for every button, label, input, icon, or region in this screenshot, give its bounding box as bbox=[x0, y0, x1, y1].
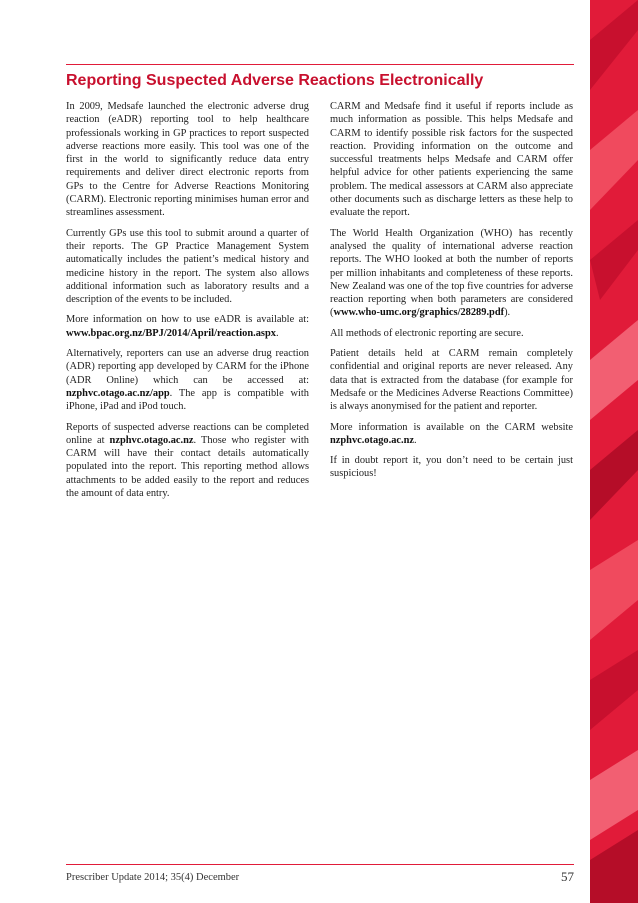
side-band-pattern bbox=[590, 0, 638, 903]
paragraph: Currently GPs use this tool to submit around a quarter of their reports. The GP Practice Management System automatically includes the patient’s medical history and medicine history in the report. The system also allows additional information such as laboratory results and a description of the events to be included. bbox=[66, 227, 309, 306]
paragraph: Patient details held at CARM remain completely confidential and original reports are never released. Any data that is extracted from the database (for example for Medsafe or the Medicines Adverse Reactions Committee) is always anonymised for the patient and reporter. bbox=[330, 348, 573, 413]
page-number: 57 bbox=[561, 869, 574, 884]
paragraph-text: ). bbox=[504, 307, 511, 319]
paragraph: If in doubt report it, you don’t need to be certain just suspicious! bbox=[330, 455, 573, 480]
paragraph-text: More information is available on the CARM website bbox=[330, 421, 573, 433]
paragraph: In 2009, Medsafe launched the electronic adverse drug reaction (eADR) reporting tool to help healthcare professionals working in GP practices to report suspected adverse reactions more easily. This tool was one of the first in the world to significantly reduce data entry requirements and deliver direct electronic reports from GPs to the Centre for Adverse Reactions Monitoring (CARM). Electronic reporting minimises human error and streamlines assessment. bbox=[66, 101, 309, 219]
eadr-link[interactable]: www.bpac.org.nz/BPJ/2014/April/reaction.aspx bbox=[66, 327, 276, 339]
paragraph-text: Reports of suspected adverse reactions can be completed online at bbox=[66, 421, 309, 446]
paragraph-text: . Those who register with CARM will have their contact details automatically populated into the report. This reporting method allows attachments to be added easily to the report and reduces the amount of data entry. bbox=[66, 434, 310, 500]
paragraph bbox=[330, 227, 573, 320]
carm-website-link[interactable]: nzphvc.otago.ac.nz bbox=[330, 434, 414, 446]
decorative-side-band bbox=[590, 0, 638, 903]
footer-publication: Prescriber Update 2014; 35(4) December bbox=[66, 872, 240, 883]
paragraph-text: . The app is compatible with iPhone, iPad and iPod touch. bbox=[66, 387, 309, 413]
paragraph-text: The World Health Organization (WHO) has recently analysed the quality of international adverse reaction reports. The WHO looked at both the number of reports per million inhabitants and completeness of these reports. New Zealand was one of the top five countries for adverse reaction reporting when both parameters are considered ( bbox=[330, 227, 573, 319]
paragraph bbox=[330, 421, 573, 448]
paragraph: All methods of electronic reporting are secure. bbox=[330, 327, 524, 339]
paragraph-text: More information on how to use eADR is available at: bbox=[66, 314, 309, 326]
paragraph-text: Alternatively, reporters can use an adverse drug reaction (ADR) reporting app developed by CARM for the iPhone (ADR Online) which can be accessed at: bbox=[66, 348, 309, 386]
paragraph-text: . bbox=[414, 434, 417, 446]
paragraph-text: . bbox=[275, 327, 279, 339]
left-column bbox=[66, 100, 309, 507]
paragraph bbox=[66, 347, 309, 413]
app-link[interactable]: nzphvc.otago.ac.nz/app bbox=[66, 387, 170, 399]
right-column bbox=[330, 100, 573, 488]
bottom-rule bbox=[66, 864, 574, 865]
paragraph bbox=[66, 421, 309, 501]
carm-online-link[interactable]: nzphvc.otago.ac.nz bbox=[109, 434, 194, 446]
paragraph: CARM and Medsafe find it useful if reports include as much information as possible. This helps Medsafe and CARM to identify possible risk factors for the suspected reaction. Providing information on the outcome and successful treatments helps Medsafe and CARM offer helpful advice for other patients experiencing the same problem. The medical assessors at CARM also appreciate other documents such as discharge letters as these help to evaluate the report. bbox=[330, 101, 573, 219]
paragraph bbox=[66, 313, 309, 340]
top-rule bbox=[66, 64, 574, 65]
article-title: Reporting Suspected Adverse Reactions Electronically bbox=[66, 72, 484, 89]
who-link[interactable]: www.who-umc.org/graphics/28289.pdf bbox=[333, 307, 505, 319]
